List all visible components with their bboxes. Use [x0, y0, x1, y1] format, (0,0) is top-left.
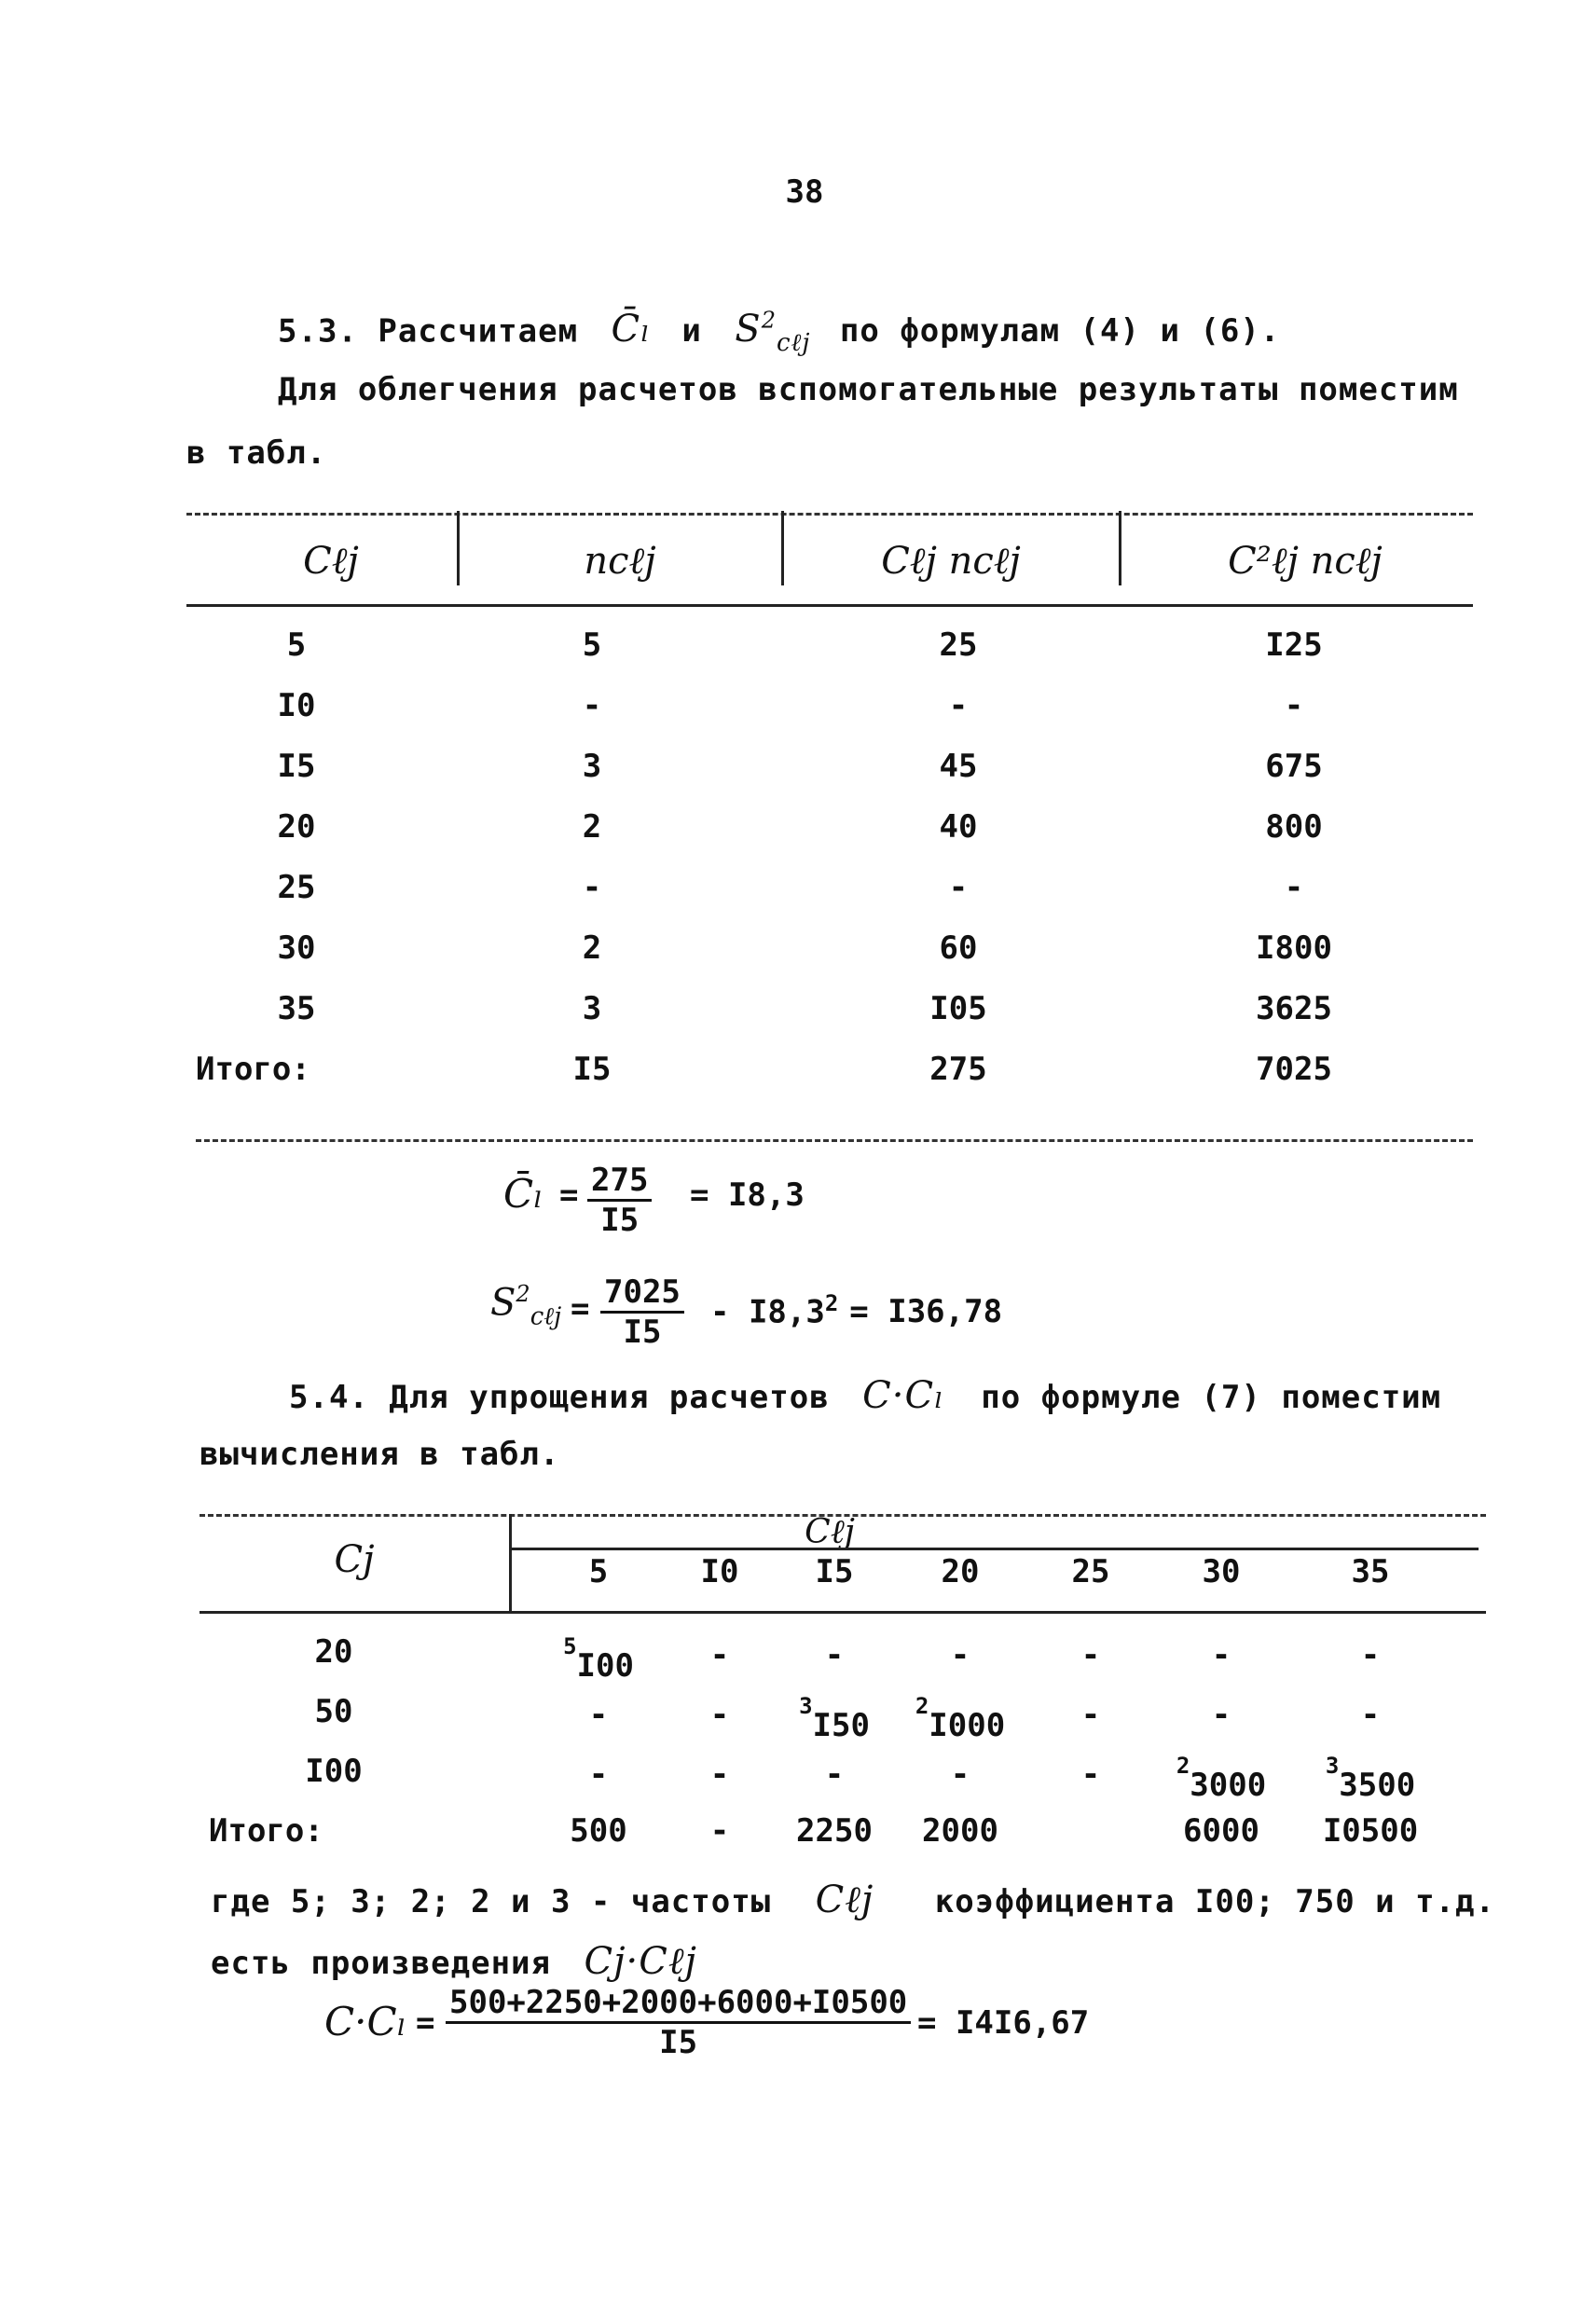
heading-intro: 5.3. Рассчитаем	[278, 312, 579, 351]
table1-cell: -	[582, 869, 602, 906]
notes-line-1	[211, 1878, 1495, 1921]
table1-col-divider-3	[1119, 511, 1121, 585]
table1-header-c: Cℓj	[303, 540, 359, 583]
table1-cell: 25	[939, 626, 978, 664]
table2-cell-frequency: 3	[1325, 1753, 1340, 1779]
table2-cell-product: -	[950, 1755, 970, 1794]
table1-cell: 2	[582, 808, 602, 846]
formula3-result: = I4I6,67	[917, 2004, 1090, 2042]
table1-cell: 800	[1265, 808, 1323, 846]
table2-cell-product: -	[1080, 1636, 1101, 1674]
formula1-result: = I8,3	[690, 1177, 805, 1214]
table2-header-rule	[200, 1611, 1486, 1614]
table1-total-cell: 275	[929, 1051, 987, 1088]
formula1-numerator: 275	[587, 1162, 652, 1202]
table1-cell: -	[948, 869, 969, 906]
table2-cell-product: -	[588, 1755, 609, 1794]
formula2-numerator: 7025	[600, 1273, 684, 1314]
formula2-minus: - I8,3	[710, 1293, 825, 1331]
page-number: 38	[785, 173, 824, 211]
table1-cell: I25	[1265, 626, 1323, 664]
notes-line2-symbol: Cj·Cℓj	[584, 1940, 697, 1983]
formula2-rest	[710, 1290, 1002, 1330]
table2-column-header: I0	[700, 1553, 739, 1590]
table2-cell	[825, 1753, 844, 1793]
table2-column-header: I5	[815, 1553, 854, 1590]
table2-cell-product: -	[1211, 1696, 1231, 1734]
table2-cell	[1212, 1633, 1231, 1673]
table2-cell-product: -	[1360, 1696, 1381, 1734]
table2-cell	[563, 1633, 634, 1686]
table1-cell: I0	[277, 687, 316, 724]
symbol-c-mean: C̄ₗ	[611, 308, 651, 351]
formula1-eq: =	[559, 1177, 579, 1214]
table2-cell-product: -	[950, 1636, 970, 1674]
symbol-c-cl: C·Cₗ	[862, 1374, 944, 1417]
table1-cell: 2	[582, 929, 602, 967]
table2-column-header: 35	[1351, 1553, 1390, 1590]
table2-row-cj: I00	[305, 1753, 363, 1790]
table1-cell: -	[948, 687, 969, 724]
table1-cell: -	[1284, 869, 1304, 906]
formula2-lhs-letter: S	[490, 1281, 516, 1325]
notes-line-2	[211, 1939, 697, 1983]
table2-group-rule	[509, 1548, 1479, 1550]
table2-col-divider	[509, 1514, 512, 1611]
table2-cell-frequency: 2	[1176, 1753, 1190, 1779]
table2-cell	[915, 1693, 1006, 1745]
table2-cell-product: -	[1211, 1636, 1231, 1674]
table2-cell-product: -	[709, 1636, 730, 1674]
table2-cell	[1212, 1693, 1231, 1733]
table1-top-rule	[186, 513, 1473, 516]
table1-cell: 35	[277, 990, 316, 1027]
formula2-lhs-sub: cℓj	[530, 1302, 562, 1331]
table2-cell-product: -	[709, 1696, 730, 1734]
symbol-s-variance	[735, 308, 811, 358]
symbol-s-sub: cℓj	[776, 329, 811, 358]
table1-header-c2n: C²ℓj nсℓj	[1228, 540, 1383, 583]
notes-symbol: Cℓj	[815, 1878, 874, 1921]
table2-total-cell: I0500	[1322, 1812, 1419, 1850]
table2-cell	[799, 1693, 870, 1745]
table2-cell-product: 3000	[1190, 1767, 1267, 1805]
formula1-lhs: C̄ₗ	[503, 1171, 543, 1217]
table2-cell-frequency: 5	[563, 1633, 577, 1659]
section54-rest: по формуле (7) поместим	[981, 1379, 1442, 1416]
formula2-result: = I36,78	[849, 1293, 1003, 1331]
table2-cell-product: -	[824, 1755, 845, 1794]
table1-cell: 3	[582, 990, 602, 1027]
notes-intro: где 5; 3; 2; 2 и 3 - частоты	[211, 1883, 772, 1920]
symbol-s-sup: 2	[761, 308, 777, 334]
table2-cell	[1325, 1753, 1416, 1805]
section54-intro: 5.4. Для упрощения расчетов	[289, 1379, 830, 1416]
table1-total-label: Итого:	[196, 1051, 310, 1088]
table1-cell: 675	[1265, 748, 1323, 785]
table2-column-header: 5	[588, 1553, 609, 1590]
table2-cell	[710, 1753, 729, 1793]
formula2-denominator: I5	[623, 1314, 662, 1351]
table2-column-header: 30	[1202, 1553, 1241, 1590]
table2-cell-product: -	[588, 1696, 609, 1734]
table1-cell: 30	[277, 929, 316, 967]
table1-header-rule	[186, 604, 1473, 607]
table2-total-label: Итого:	[209, 1812, 323, 1850]
section-5-4-line-2: вычисления в табл.	[200, 1436, 560, 1473]
table2-cell-frequency: 2	[915, 1693, 929, 1719]
table1-col-divider-1	[457, 511, 460, 585]
table2-total-cell: 2250	[796, 1812, 873, 1850]
formula3-lhs: C·Cₗ	[324, 1999, 406, 2044]
table1-header-n: nсℓj	[584, 540, 656, 583]
formula3-eq: =	[416, 2004, 435, 2042]
formula3-numerator: 500+2250+2000+6000+I0500	[446, 1984, 911, 2024]
table2-cell-product: I00	[576, 1647, 634, 1686]
table1-cell: 20	[277, 808, 316, 846]
table2-cell-product: 3500	[1339, 1767, 1416, 1805]
table1-total-cell: I5	[572, 1051, 612, 1088]
table2-cell	[710, 1693, 729, 1733]
table2-cell	[825, 1633, 844, 1673]
notes-line2-text: есть произведения	[211, 1945, 551, 1982]
formula2-lhs-sup: 2	[516, 1281, 530, 1307]
table2-cell	[951, 1753, 970, 1793]
formula3-denominator: I5	[659, 2024, 698, 2061]
table2-cell-product: -	[1080, 1755, 1101, 1794]
table2-cell-product: -	[1360, 1636, 1381, 1674]
formula1-denominator: I5	[600, 1202, 640, 1239]
table1-cell: 60	[939, 929, 978, 967]
table2-cell	[1081, 1693, 1100, 1733]
table2-cell	[589, 1753, 608, 1793]
table2-total-cell: -	[709, 1812, 730, 1850]
formula2-fraction	[600, 1273, 684, 1351]
table2-cell-product: -	[709, 1755, 730, 1794]
table1-header-cn: Cℓj nсℓj	[881, 540, 1021, 583]
section-5-4-line-1	[289, 1374, 1441, 1417]
table2-cell	[1361, 1693, 1380, 1733]
table2-total-cell: 2000	[922, 1812, 998, 1850]
table2-row-cj: 20	[314, 1633, 353, 1671]
heading-rest: по формулам (4) и (6).	[839, 312, 1281, 351]
section-5-3-heading	[278, 308, 1280, 357]
table2-cell-frequency: 3	[799, 1693, 813, 1719]
table1-cell: -	[582, 687, 602, 724]
table1-cell: 25	[277, 869, 316, 906]
table2-column-header: 20	[941, 1553, 980, 1590]
table1-cell: I5	[277, 748, 316, 785]
paragraph-line-1: Для облегчения расчетов вспомогательные результаты поместим	[278, 371, 1459, 408]
notes-rest: коэффициента I00; 750 и т.д.	[934, 1883, 1495, 1920]
table1-cell: 45	[939, 748, 978, 785]
table2-cell	[1081, 1633, 1100, 1673]
table2-cell-product: -	[824, 1636, 845, 1674]
table2-row-header: Cj	[334, 1538, 375, 1581]
table2-group-header: Cℓj	[805, 1513, 855, 1551]
table2-total-cell: 500	[570, 1812, 627, 1850]
table1-cell: -	[1284, 687, 1304, 724]
table1-col-divider-2	[781, 511, 784, 585]
table1-cell: 5	[286, 626, 307, 664]
table1-total-cell: 7025	[1256, 1051, 1332, 1088]
table2-column-header: 25	[1071, 1553, 1110, 1590]
table2-cell	[589, 1693, 608, 1733]
table1-cell: 40	[939, 808, 978, 846]
table2-cell	[1176, 1753, 1267, 1805]
table2-cell	[1361, 1633, 1380, 1673]
symbol-s-letter: S	[735, 308, 762, 351]
table1-cell: 3	[582, 748, 602, 785]
table1-cell: 3625	[1256, 990, 1332, 1027]
conjunction-and: и	[681, 312, 702, 351]
table2-row-cj: 50	[314, 1693, 353, 1730]
table1-cell: 5	[582, 626, 602, 664]
formula2-eq: =	[571, 1290, 590, 1328]
table2-cell-product: I50	[812, 1707, 870, 1745]
formula1-fraction	[587, 1162, 652, 1239]
table2-total-cell: 6000	[1183, 1812, 1259, 1850]
table2-cell	[951, 1633, 970, 1673]
table1-bottom-rule	[196, 1139, 1473, 1142]
paragraph-line-2: в табл.	[186, 434, 327, 472]
formula2-square: 2	[824, 1290, 839, 1316]
table1-cell: I05	[929, 990, 987, 1027]
table1-cell: I800	[1256, 929, 1332, 967]
formula2-lhs	[490, 1281, 561, 1330]
table2-cell	[1081, 1753, 1100, 1793]
formula3-fraction	[446, 1984, 911, 2061]
table2-cell-product: I000	[929, 1707, 1006, 1745]
table2-cell-product: -	[1080, 1696, 1101, 1734]
table2-cell	[710, 1633, 729, 1673]
